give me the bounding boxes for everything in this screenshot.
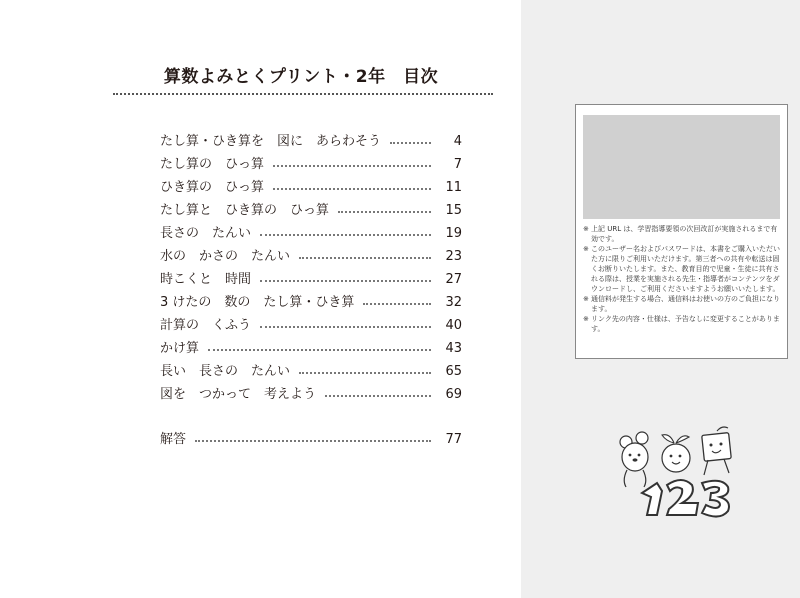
toc-entry[interactable]	[160, 270, 462, 290]
toc-entry[interactable]	[160, 201, 462, 221]
toc-entry[interactable]	[160, 339, 462, 359]
note-item	[583, 294, 782, 314]
toc-entry-page: 23	[445, 249, 462, 264]
note-text: 上記 URL は、学習指導要領の次回改訂が実施されるまで有効です。	[591, 225, 778, 243]
toc-entry-label: 解答	[160, 432, 187, 447]
toc-entry-label: かけ算	[160, 341, 200, 356]
note-item	[583, 244, 782, 294]
mascot-illustration	[612, 425, 742, 520]
note-item	[583, 224, 782, 244]
toc-entry[interactable]	[160, 385, 462, 405]
toc-entry-page: 27	[445, 272, 462, 287]
download-info-box	[575, 104, 788, 359]
toc-dot-leader	[260, 326, 431, 328]
note-mark: ※	[583, 315, 589, 323]
toc-entry-label: 3 けたの 数の たし算・ひき算	[160, 295, 355, 310]
toc-entry-page: 7	[453, 157, 462, 172]
numbers-123-icon	[642, 480, 729, 517]
note-mark: ※	[583, 295, 589, 303]
title-dotted-rule	[113, 93, 493, 95]
toc-entry-label: 時こくと 時間	[160, 272, 252, 287]
note-mark: ※	[583, 225, 589, 233]
toc-dot-leader	[325, 395, 431, 397]
note-text: リンク先の内容・仕様は、予告なしに変更することがあります。	[591, 315, 780, 333]
toc-entry-page: 40	[445, 318, 462, 333]
toc-entry-page: 77	[445, 432, 462, 447]
notes-list	[583, 224, 782, 334]
toc-entry-page: 4	[453, 134, 462, 149]
toc-entry[interactable]	[160, 178, 462, 198]
toc-entry[interactable]	[160, 316, 462, 336]
toc-dot-leader	[299, 372, 431, 374]
toc-entry-label: 図を つかって 考えよう	[160, 387, 317, 402]
note-item	[583, 314, 782, 334]
toc-entry-page: 11	[445, 180, 462, 195]
note-text: 通信料が発生する場合、通信料はお使いの方のご負担になります。	[591, 295, 780, 313]
toc-entry-page: 65	[445, 364, 462, 379]
toc-entry-page: 43	[445, 341, 462, 356]
toc-entry-label: ひき算の ひっ算	[160, 180, 265, 195]
toc-entry-page: 32	[445, 295, 462, 310]
toc-entry-answers[interactable]	[160, 430, 462, 450]
toc-entry-label: たし算の ひっ算	[160, 157, 265, 172]
mouse-character-icon	[620, 432, 648, 487]
page-title: 算数よみとくプリント・2年 目次	[163, 67, 439, 87]
toc-entry[interactable]	[160, 362, 462, 382]
toc-entry-label: 長い 長さの たんい	[160, 364, 291, 379]
toc-dot-leader	[260, 280, 431, 282]
qr-code-placeholder	[583, 115, 780, 219]
toc-entry-label: 長さの たんい	[160, 226, 252, 241]
toc-dot-leader	[195, 440, 431, 442]
box-character-icon	[702, 427, 732, 475]
toc-dot-leader	[273, 165, 431, 167]
toc-entry-page: 15	[445, 203, 462, 218]
toc-dot-leader	[260, 234, 431, 236]
toc-entry[interactable]	[160, 155, 462, 175]
toc-entry-label: たし算と ひき算の ひっ算	[160, 203, 330, 218]
toc-entry[interactable]	[160, 247, 462, 267]
toc-entry-label: 水の かさの たんい	[160, 249, 291, 264]
toc-dot-leader	[338, 211, 431, 213]
toc-entry-page: 19	[445, 226, 462, 241]
toc-entry-label: 計算の くふう	[160, 318, 252, 333]
toc-dot-leader	[208, 349, 431, 351]
toc-dot-leader	[299, 257, 431, 259]
toc-entry[interactable]	[160, 132, 462, 152]
note-text: このユーザー名およびパスワードは、本書をご購入いただいた方に限りご利用いただけます。第三者への共有や転送は固くお断りいたします。また、教育目的で児童・生徒に共有される際は、授業を実施される先生・指導者がコンテンツをダウンロードし、ご利用くださいますようお願いいたします。	[591, 245, 780, 293]
note-mark: ※	[583, 245, 589, 253]
toc-entry[interactable]	[160, 224, 462, 244]
toc-entry[interactable]	[160, 293, 462, 313]
sprout-character-icon	[662, 435, 690, 472]
toc-entry-page: 69	[445, 387, 462, 402]
toc-dot-leader	[390, 142, 431, 144]
toc-dot-leader	[273, 188, 431, 190]
toc-dot-leader	[363, 303, 431, 305]
toc-entry-label: たし算・ひき算を 図に あらわそう	[160, 134, 382, 149]
